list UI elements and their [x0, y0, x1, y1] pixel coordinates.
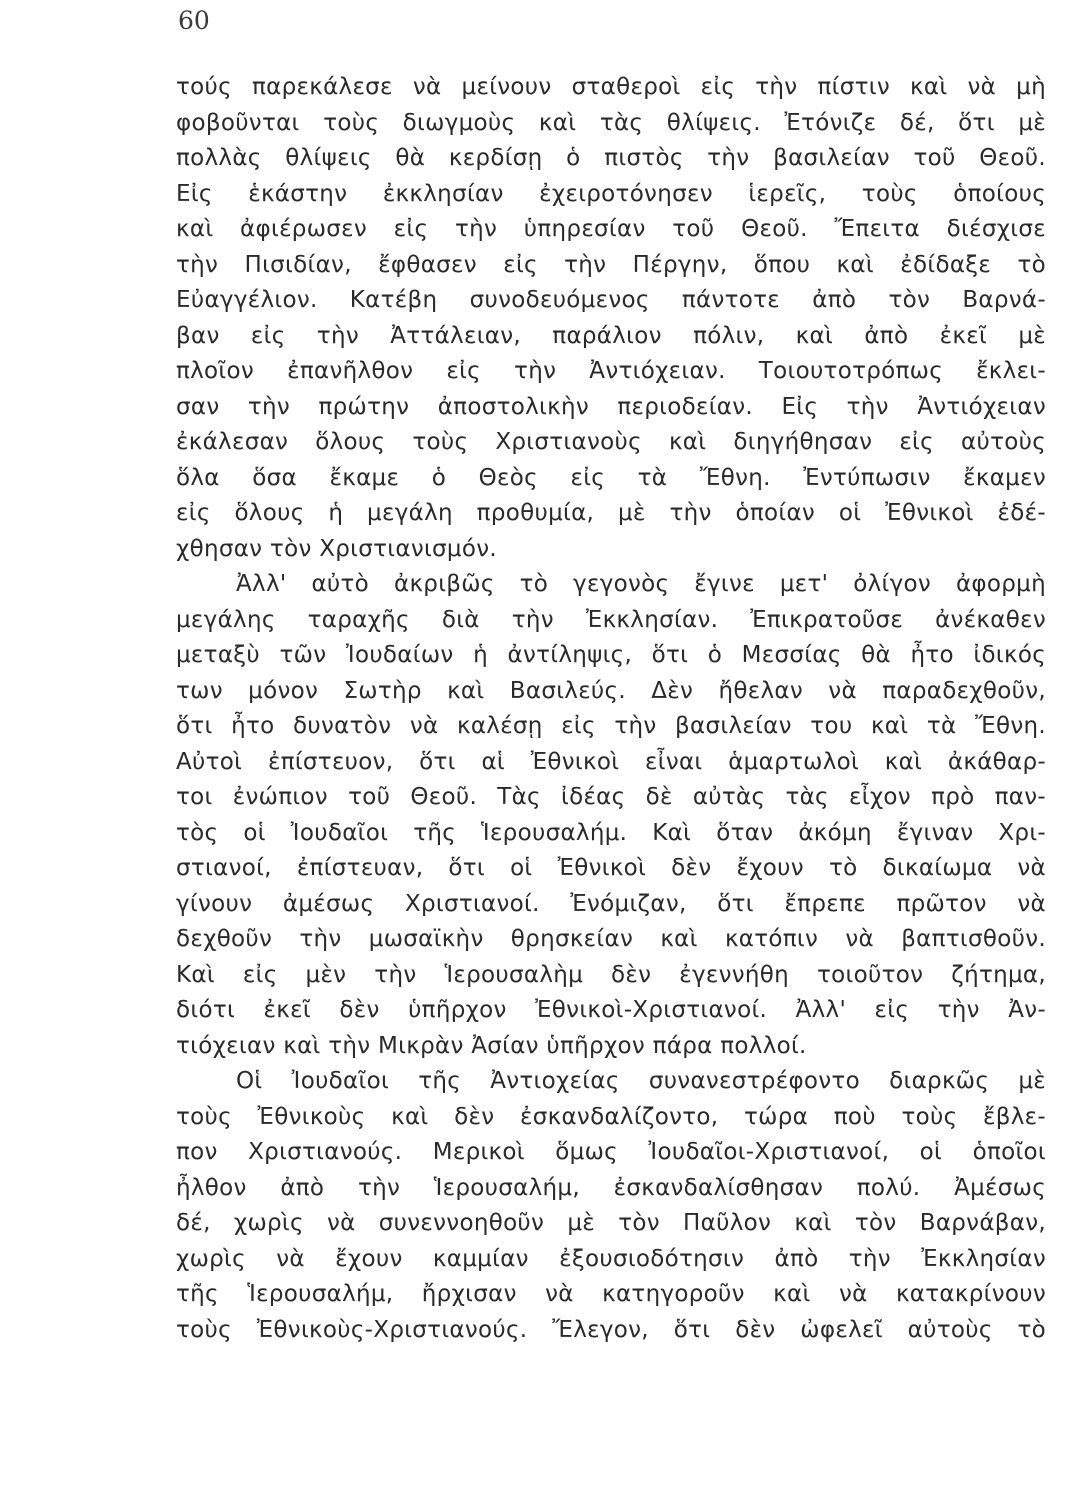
text-line: τὸς οἱ Ἰουδαῖοι τῆς Ἱερουσαλήμ. Καὶ ὅταν ἀκόμη ἔγιναν Χρι-	[176, 819, 1046, 846]
text-line: φοβοῦνται τοὺς διωγμοὺς καὶ τὰς θλίψεις. Ἐτόνιζε δέ, ὅτι μὲ	[176, 109, 1046, 136]
text-line: τούς παρεκάλεσε νὰ μείνουν σταθεροὶ εἰς τὴν πίστιν καὶ νὰ μὴ	[176, 74, 1046, 100]
text-line: καὶ ἀφιέρωσεν εἰς τὴν ὑπηρεσίαν τοῦ Θεοῦ. Ἔπειτα διέσχισε	[176, 216, 1046, 242]
text-line: ὅτι ἦτο δυνατὸν νὰ καλέσῃ εἰς τὴν βασιλείαν του καὶ τὰ Ἔθνη.	[176, 713, 1046, 739]
paragraph	[176, 70, 1046, 567]
text-line: χωρὶς νὰ ἔχουν καμμίαν ἐξουσιοδότησιν ἀπὸ τὴν Ἐκκλησίαν	[176, 1245, 1046, 1272]
page-number: 60	[178, 6, 210, 35]
text-line: πλοῖον ἐπανῆλθον εἰς τὴν Ἀντιόχειαν. Τοιουτοτρόπως ἔκλει-	[176, 358, 1046, 384]
text-line: τῆς Ἱερουσαλήμ, ἤρχισαν νὰ κατηγοροῦν καὶ νὰ κατακρίνουν	[176, 1281, 1046, 1307]
text-line: ἦλθον ἀπὸ τὴν Ἱερουσαλήμ, ἐσκανδαλίσθησαν πολύ. Ἀμέσως	[176, 1174, 1046, 1201]
text-line: τιόχειαν καὶ τὴν Μικρὰν Ἀσίαν ὑπῆρχον πάρα πολλοί.	[176, 1032, 807, 1059]
text-line: ὅλα ὅσα ἔκαμε ὁ Θεὸς εἰς τὰ Ἔθνη. Ἐντύπωσιν ἔκαμεν	[176, 464, 1046, 491]
text-line: Εἰς ἑκάστην ἐκκλησίαν ἐχειροτόνησεν ἱερεῖς, τοὺς ὁποίους	[176, 180, 1046, 207]
text-line: των μόνον Σωτὴρ καὶ Βασιλεύς. Δὲν ἤθελαν νὰ παραδεχθοῦν,	[176, 677, 1046, 704]
text-line: Ἀλλ' αὐτὸ ἀκριβῶς τὸ γεγονὸς ἔγινε μετ' ὀλίγον ἀφορμὴ	[236, 571, 1046, 597]
text-line: μεταξὺ τῶν Ἰουδαίων ἡ ἀντίληψις, ὅτι ὁ Μεσσίας θὰ ἦτο ἰδικός	[176, 642, 1046, 668]
text-line: Οἱ Ἰουδαῖοι τῆς Ἀντιοχείας συνανεστρέφοντο διαρκῶς μὲ	[236, 1068, 1046, 1094]
text-line: γίνουν ἀμέσως Χριστιανοί. Ἐνόμιζαν, ὅτι ἔπρεπε πρῶτον νὰ	[176, 890, 1046, 917]
paragraph	[176, 567, 1046, 1064]
text-line: Καὶ εἰς μὲν τὴν Ἱερουσαλὴμ δὲν ἐγεννήθη τοιοῦτον ζήτημα,	[176, 961, 1046, 988]
text-line: τοὺς Ἐθνικοὺς καὶ δὲν ἐσκανδαλίζοντο, τώρα ποὺ τοὺς ἔβλε-	[176, 1103, 1046, 1130]
text-line: πολλὰς θλίψεις θὰ κερδίσῃ ὁ πιστὸς τὴν βασιλείαν τοῦ Θεοῦ.	[176, 145, 1046, 171]
paragraph	[176, 1064, 1046, 1348]
text-line: τοι ἐνώπιον τοῦ Θεοῦ. Τὰς ἰδέας δὲ αὐτὰς τὰς εἶχον πρὸ παν-	[176, 784, 1046, 810]
text-line: εἰς ὅλους ἡ μεγάλη προθυμία, μὲ τὴν ὁποίαν οἱ Ἐθνικοὶ ἐδέ-	[176, 500, 1046, 526]
text-line: δέ, χωρὶς νὰ συνεννοηθοῦν μὲ τὸν Παῦλον καὶ τὸν Βαρνάβαν,	[176, 1210, 1046, 1236]
text-line: μεγάλης ταραχῆς διὰ τὴν Ἐκκλησίαν. Ἐπικρατοῦσε ἀνέκαθεν	[176, 606, 1046, 633]
text-line: πον Χριστιανούς. Μερικοὶ ὅμως Ἰουδαῖοι-Χριστιανοί, οἱ ὁποῖοι	[176, 1139, 1046, 1165]
text-line: διότι ἐκεῖ δὲν ὑπῆρχον Ἐθνικοὶ-Χριστιανοί. Ἀλλ' εἰς τὴν Ἀν-	[176, 997, 1046, 1023]
text-line: Εὐαγγέλιον. Κατέβη συνοδευόμενος πάντοτε ἀπὸ τὸν Βαρνά-	[176, 287, 1046, 313]
text-line: τοὺς Ἐθνικοὺς-Χριστιανούς. Ἔλεγον, ὅτι δὲν ὠφελεῖ αὐτοὺς τὸ	[176, 1316, 1046, 1343]
text-line: ἐκάλεσαν ὅλους τοὺς Χριστιανοὺς καὶ διηγήθησαν εἰς αὐτοὺς	[176, 429, 1046, 455]
text-line: στιανοί, ἐπίστευαν, ὅτι οἱ Ἐθνικοὶ δὲν ἔχουν τὸ δικαίωμα νὰ	[176, 855, 1046, 881]
text-line: δεχθοῦν τὴν μωσαϊκὴν θρησκείαν καὶ κατόπιν νὰ βαπτισθοῦν.	[176, 926, 1046, 952]
text-line: βαν εἰς τὴν Ἀττάλειαν, παράλιον πόλιν, καὶ ἀπὸ ἐκεῖ μὲ	[176, 322, 1046, 349]
text-line: σαν τὴν πρώτην ἀποστολικὴν περιοδείαν. Εἰς τὴν Ἀντιόχειαν	[176, 393, 1046, 420]
text-line: χθησαν τὸν Χριστιανισμόν.	[176, 535, 497, 562]
body-text	[176, 70, 1046, 1348]
text-line: τὴν Πισιδίαν, ἔφθασεν εἰς τὴν Πέργην, ὅπου καὶ ἐδίδαξε τὸ	[176, 251, 1046, 278]
text-line: Αὐτοὶ ἐπίστευον, ὅτι αἱ Ἐθνικοὶ εἶναι ἁμαρτωλοὶ καὶ ἀκάθαρ-	[176, 748, 1046, 775]
